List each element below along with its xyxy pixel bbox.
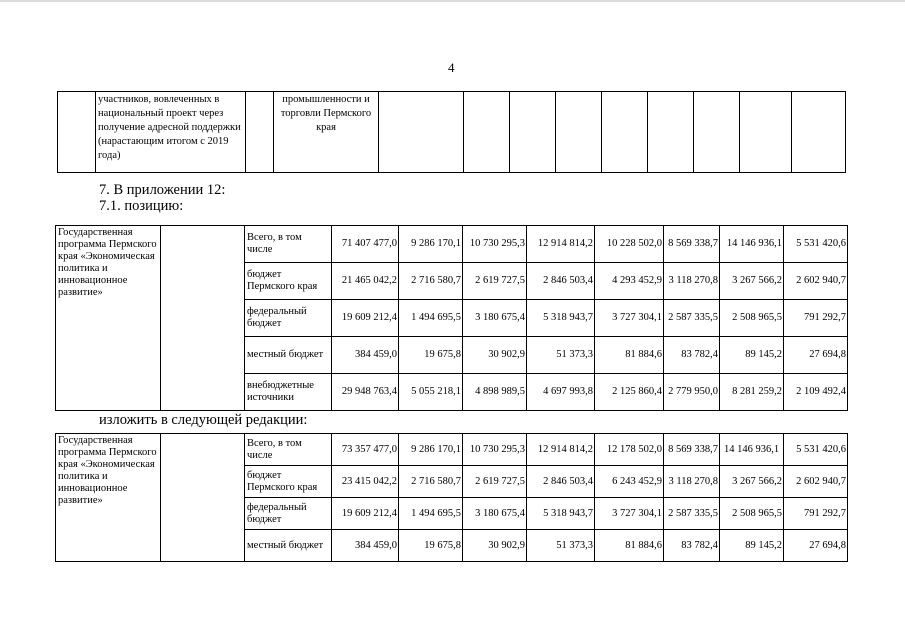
value-cell: 81 884,6 [595, 530, 664, 562]
empty-cell [379, 92, 464, 173]
indicator-cell: участников, вовлеченных в национальный проект через получение адресной поддержки (нарастающим итогом с 2019 года) [96, 92, 246, 173]
value-cell: 5 531 420,6 [784, 434, 848, 466]
value-cell: 12 178 502,0 [595, 434, 664, 466]
value-cell: 2 779 950,0 [664, 374, 720, 411]
value-cell: 19 675,8 [399, 337, 463, 374]
value-cell: 71 407 477,0 [332, 226, 399, 263]
value-cell: 89 145,2 [720, 337, 784, 374]
value-cell: 10 730 295,3 [463, 434, 527, 466]
value-cell: 5 531 420,6 [784, 226, 848, 263]
value-cell: 89 145,2 [720, 530, 784, 562]
value-cell: 2 716 580,7 [399, 263, 463, 300]
empty-cell [694, 92, 740, 173]
value-cell: 3 267 566,2 [720, 466, 784, 498]
value-cell: 73 357 477,0 [332, 434, 399, 466]
value-cell: 83 782,4 [664, 530, 720, 562]
value-cell: 5 318 943,7 [527, 498, 595, 530]
value-cell: 2 109 492,4 [784, 374, 848, 411]
value-cell: 3 180 675,4 [463, 300, 527, 337]
value-cell: 27 694,8 [784, 530, 848, 562]
value-cell: 791 292,7 [784, 300, 848, 337]
value-cell: 3 267 566,2 [720, 263, 784, 300]
value-cell: 29 948 763,4 [332, 374, 399, 411]
empty-cell [161, 226, 245, 411]
value-cell: 384 459,0 [332, 530, 399, 562]
continuation-table [57, 91, 846, 173]
empty-cell [602, 92, 648, 173]
page-number: 4 [448, 60, 455, 75]
empty-cell [740, 92, 792, 173]
empty-cell [246, 92, 274, 173]
value-cell: 10 228 502,0 [595, 226, 664, 263]
value-cell: 51 373,3 [527, 337, 595, 374]
value-cell: 3 727 304,1 [595, 498, 664, 530]
value-cell: 2 508 965,5 [720, 300, 784, 337]
program-name-cell: Государственная программа Пермского края «Экономическая политика и инновационное развитие» [56, 226, 161, 411]
value-cell: 3 118 270,8 [664, 466, 720, 498]
empty-cell [58, 92, 96, 173]
value-cell: 384 459,0 [332, 337, 399, 374]
value-cell: 9 286 170,1 [399, 434, 463, 466]
source-cell: Всего, в том числе [245, 226, 332, 263]
value-cell: 83 782,4 [664, 337, 720, 374]
value-cell: 30 902,9 [463, 530, 527, 562]
value-cell: 2 846 503,4 [527, 466, 595, 498]
value-cell: 23 415 042,2 [332, 466, 399, 498]
old-position-table [55, 225, 848, 411]
new-position-table [55, 433, 848, 562]
empty-cell [464, 92, 510, 173]
empty-cell [792, 92, 846, 173]
value-cell: 3 180 675,4 [463, 498, 527, 530]
value-cell: 27 694,8 [784, 337, 848, 374]
value-cell: 2 125 860,4 [595, 374, 664, 411]
value-cell: 6 243 452,9 [595, 466, 664, 498]
subsection-heading: 7.1. позицию: [99, 198, 184, 214]
value-cell: 12 914 814,2 [527, 226, 595, 263]
empty-cell [556, 92, 602, 173]
source-cell: местный бюджет [245, 337, 332, 374]
value-cell: 2 846 503,4 [527, 263, 595, 300]
empty-cell [648, 92, 694, 173]
source-cell: федеральный бюджет [245, 300, 332, 337]
value-cell: 2 619 727,5 [463, 263, 527, 300]
value-cell: 3 727 304,1 [595, 300, 664, 337]
scan-edge [0, 0, 905, 2]
program-name-cell: Государственная программа Пермского края «Экономическая политика и инновационное развитие» [56, 434, 161, 562]
value-cell: 5 318 943,7 [527, 300, 595, 337]
value-cell: 1 494 695,5 [399, 300, 463, 337]
empty-cell [161, 434, 245, 562]
value-cell: 2 587 335,5 [664, 498, 720, 530]
value-cell: 8 569 338,7 [664, 226, 720, 263]
table-row [56, 226, 848, 263]
value-cell: 19 675,8 [399, 530, 463, 562]
value-cell: 10 730 295,3 [463, 226, 527, 263]
value-cell: 19 609 212,4 [332, 300, 399, 337]
responsible-cell: промышленности и торговли Пермского края [274, 92, 379, 173]
source-cell: бюджет Пермского края [245, 466, 332, 498]
value-cell: 9 286 170,1 [399, 226, 463, 263]
source-cell: внебюджетные источники [245, 374, 332, 411]
value-cell: 12 914 814,2 [527, 434, 595, 466]
value-cell: 21 465 042,2 [332, 263, 399, 300]
value-cell: 4 293 452,9 [595, 263, 664, 300]
value-cell: 2 587 335,5 [664, 300, 720, 337]
value-cell: 14 146 936,1 [720, 226, 784, 263]
value-cell: 51 373,3 [527, 530, 595, 562]
value-cell: 4 898 989,5 [463, 374, 527, 411]
amendment-heading: изложить в следующей редакции: [99, 412, 308, 428]
value-cell: 2 602 940,7 [784, 466, 848, 498]
value-cell: 2 602 940,7 [784, 263, 848, 300]
value-cell: 4 697 993,8 [527, 374, 595, 411]
value-cell: 2 619 727,5 [463, 466, 527, 498]
section-heading: 7. В приложении 12: [99, 182, 226, 198]
source-cell: бюджет Пермского края [245, 263, 332, 300]
value-cell: 791 292,7 [784, 498, 848, 530]
empty-cell [510, 92, 556, 173]
value-cell: 1 494 695,5 [399, 498, 463, 530]
source-cell: местный бюджет [245, 530, 332, 562]
value-cell: 8 569 338,7 [664, 434, 720, 466]
value-cell: 30 902,9 [463, 337, 527, 374]
table-row [56, 434, 848, 466]
value-cell: 8 281 259,2 [720, 374, 784, 411]
value-cell: 5 055 218,1 [399, 374, 463, 411]
source-cell: федеральный бюджет [245, 498, 332, 530]
value-cell: 14 146 936,1 [720, 434, 784, 466]
value-cell: 2 716 580,7 [399, 466, 463, 498]
value-cell: 2 508 965,5 [720, 498, 784, 530]
value-cell: 3 118 270,8 [664, 263, 720, 300]
value-cell: 81 884,6 [595, 337, 664, 374]
source-cell: Всего, в том числе [245, 434, 332, 466]
value-cell: 19 609 212,4 [332, 498, 399, 530]
